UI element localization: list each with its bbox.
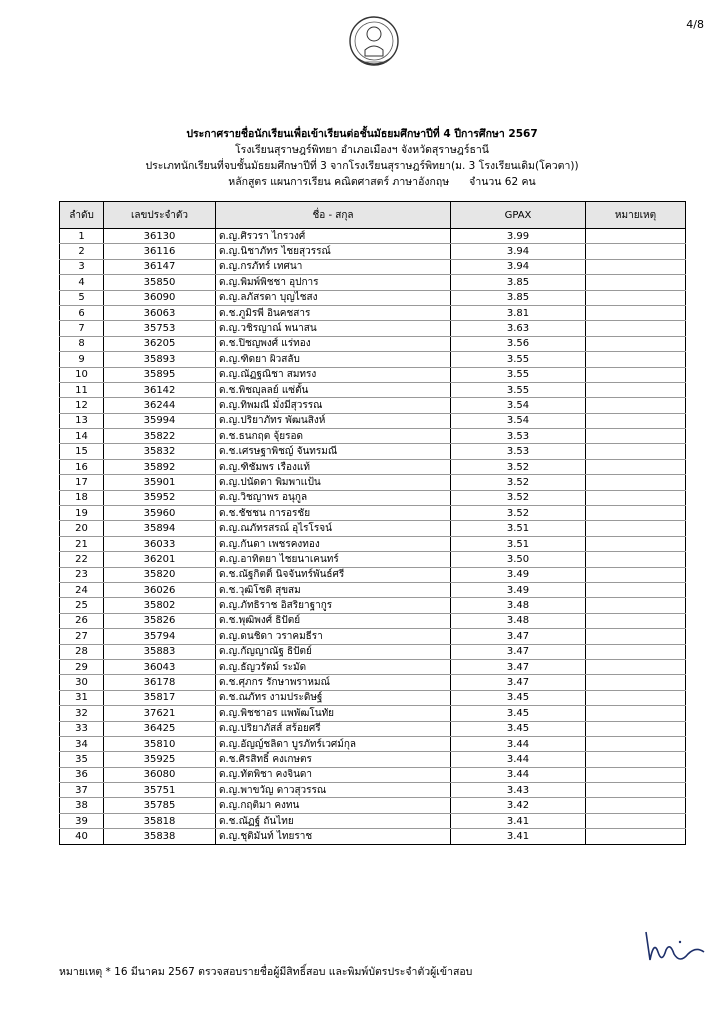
table-row (60, 259, 686, 274)
cell-gpax: 3.42 (451, 798, 586, 813)
cell-remark (586, 321, 686, 336)
school-emblem-logo (343, 14, 405, 72)
cell-remark (586, 567, 686, 582)
table-row (60, 798, 686, 813)
cell-order: 18 (60, 490, 104, 505)
cell-remark (586, 721, 686, 736)
table-row (60, 552, 686, 567)
table-row (60, 721, 686, 736)
cell-order: 28 (60, 644, 104, 659)
cell-remark (586, 829, 686, 844)
header-order: ลำดับ (60, 202, 104, 229)
cell-student-id: 35818 (104, 813, 216, 828)
table-row (60, 336, 686, 351)
cell-gpax: 3.48 (451, 613, 586, 628)
table-row (60, 459, 686, 474)
header-name: ชื่อ - สกุล (216, 202, 451, 229)
cell-order: 27 (60, 629, 104, 644)
cell-gpax: 3.51 (451, 536, 586, 551)
cell-gpax: 3.47 (451, 644, 586, 659)
cell-name: ด.ญ.ฑิชัมพร เรืองแท้ (216, 459, 451, 474)
table-row (60, 367, 686, 382)
cell-name: ด.ญ.ทิพมณี มั่งมีสุวรรณ (216, 398, 451, 413)
cell-order: 23 (60, 567, 104, 582)
cell-gpax: 3.94 (451, 259, 586, 274)
cell-student-id: 36244 (104, 398, 216, 413)
cell-order: 12 (60, 398, 104, 413)
table-row (60, 536, 686, 551)
header-remark: หมายเหตุ (586, 202, 686, 229)
cell-gpax: 3.85 (451, 275, 586, 290)
cell-name: ด.ช.ชัชชน การอรชัย (216, 506, 451, 521)
cell-gpax: 3.51 (451, 521, 586, 536)
cell-remark (586, 536, 686, 551)
cell-name: ด.ช.วุฒิโชติ สุขสม (216, 582, 451, 597)
cell-student-id: 35895 (104, 367, 216, 382)
cell-student-id: 36026 (104, 582, 216, 597)
table-row (60, 444, 686, 459)
cell-order: 10 (60, 367, 104, 382)
page-number: 4/8 (686, 18, 704, 31)
cell-name: ด.ญ.ณภัทรสรณ์ อุไรโรจน์ (216, 521, 451, 536)
cell-order: 5 (60, 290, 104, 305)
cell-gpax: 3.48 (451, 598, 586, 613)
cell-gpax: 3.94 (451, 244, 586, 259)
table-row (60, 582, 686, 597)
cell-name: ด.ช.ปิชญพงศ์ แร่ทอง (216, 336, 451, 351)
cell-remark (586, 229, 686, 244)
cell-gpax: 3.50 (451, 552, 586, 567)
cell-name: ด.ญ.กันดา เพชรคงทอง (216, 536, 451, 551)
cell-name: ด.ญ.ปริยาภัสส์ สร้อยศรี (216, 721, 451, 736)
cell-student-id: 35994 (104, 413, 216, 428)
cell-order: 24 (60, 582, 104, 597)
document-heading (0, 126, 724, 190)
cell-order: 8 (60, 336, 104, 351)
cell-order: 39 (60, 813, 104, 828)
student-roster-table (59, 201, 686, 845)
cell-student-id: 36033 (104, 536, 216, 551)
cell-student-id: 35753 (104, 321, 216, 336)
cell-name: ด.ญ.ฑิดยา ผิวสลับ (216, 352, 451, 367)
cell-remark (586, 506, 686, 521)
cell-gpax: 3.55 (451, 367, 586, 382)
cell-student-id: 36116 (104, 244, 216, 259)
cell-name: ด.ญ.วชิรญาณ์ พนาสน (216, 321, 451, 336)
cell-student-id: 36130 (104, 229, 216, 244)
cell-gpax: 3.99 (451, 229, 586, 244)
cell-gpax: 3.47 (451, 675, 586, 690)
cell-gpax: 3.53 (451, 444, 586, 459)
cell-name: ด.ญ.วิชญาพร อนุกูล (216, 490, 451, 505)
cell-name: ด.ช.ธนกฤต จุ้ยรอด (216, 429, 451, 444)
cell-name: ด.ญ.นิชาภัทร ไชยสุวรรณ์ (216, 244, 451, 259)
table-row (60, 475, 686, 490)
cell-gpax: 3.45 (451, 721, 586, 736)
cell-remark (586, 521, 686, 536)
cell-remark (586, 367, 686, 382)
cell-remark (586, 336, 686, 351)
cell-student-id: 35802 (104, 598, 216, 613)
cell-name: ด.ช.ณภัทร งามประดิษฐ์ (216, 690, 451, 705)
cell-student-id: 36063 (104, 305, 216, 320)
cell-name: ด.ญ.ณัฏฐณิชา สมทรง (216, 367, 451, 382)
cell-gpax: 3.54 (451, 413, 586, 428)
cell-gpax: 3.52 (451, 490, 586, 505)
cell-remark (586, 767, 686, 782)
heading-title: ประกาศรายชื่อนักเรียนเพื่อเข้าเรียนต่อชั้นมัธยมศึกษาปีที่ 4 ปีการศึกษา 2567 (186, 128, 538, 140)
cell-gpax: 3.63 (451, 321, 586, 336)
cell-student-id: 35893 (104, 352, 216, 367)
cell-name: ด.ญ.พิชชาอร แพพัฒโนทัย (216, 706, 451, 721)
cell-order: 38 (60, 798, 104, 813)
cell-remark (586, 582, 686, 597)
heading-school: โรงเรียนสุราษฎร์พิทยา อำเภอเมืองฯ จังหวัดสุราษฎร์ธานี (235, 144, 489, 156)
cell-remark (586, 290, 686, 305)
cell-student-id: 35794 (104, 629, 216, 644)
cell-name: ด.ญ.ภัทธิราช อิสริยาฐากูร (216, 598, 451, 613)
cell-remark (586, 552, 686, 567)
table-row (60, 521, 686, 536)
header-student-id: เลขประจำตัว (104, 202, 216, 229)
cell-order: 1 (60, 229, 104, 244)
cell-student-id: 35850 (104, 275, 216, 290)
cell-gpax: 3.55 (451, 382, 586, 397)
cell-gpax: 3.47 (451, 629, 586, 644)
cell-remark (586, 429, 686, 444)
cell-gpax: 3.41 (451, 829, 586, 844)
heading-program-line (40, 174, 724, 190)
cell-remark (586, 244, 686, 259)
table-row (60, 829, 686, 844)
cell-student-id: 35822 (104, 429, 216, 444)
cell-order: 3 (60, 259, 104, 274)
table-row (60, 506, 686, 521)
cell-student-id: 35892 (104, 459, 216, 474)
cell-order: 40 (60, 829, 104, 844)
table-body (60, 229, 686, 845)
cell-order: 19 (60, 506, 104, 521)
cell-name: ด.ญ.ชุติมันท์ ไทยราช (216, 829, 451, 844)
cell-remark (586, 475, 686, 490)
table-header-row (60, 202, 686, 229)
cell-remark (586, 490, 686, 505)
cell-remark (586, 598, 686, 613)
heading-count: จำนวน 62 คน (469, 176, 536, 188)
cell-order: 14 (60, 429, 104, 444)
table-row (60, 490, 686, 505)
cell-gpax: 3.54 (451, 398, 586, 413)
cell-gpax: 3.52 (451, 506, 586, 521)
cell-remark (586, 259, 686, 274)
cell-student-id: 36080 (104, 767, 216, 782)
table-row (60, 429, 686, 444)
cell-name: ด.ญ.กรภัทร์ เทศนา (216, 259, 451, 274)
cell-student-id: 37621 (104, 706, 216, 721)
cell-student-id: 36043 (104, 659, 216, 674)
cell-gpax: 3.85 (451, 290, 586, 305)
table-row (60, 813, 686, 828)
table-row (60, 629, 686, 644)
cell-gpax: 3.47 (451, 659, 586, 674)
cell-name: ด.ญ.กัญญาณัฐ ธิปัตย์ (216, 644, 451, 659)
cell-student-id: 36147 (104, 259, 216, 274)
cell-order: 36 (60, 767, 104, 782)
table-row (60, 413, 686, 428)
cell-name: ด.ญ.พาขวัญ ดาวสุวรรณ (216, 783, 451, 798)
cell-order: 31 (60, 690, 104, 705)
cell-order: 26 (60, 613, 104, 628)
cell-remark (586, 352, 686, 367)
cell-student-id: 35832 (104, 444, 216, 459)
table-row (60, 752, 686, 767)
cell-student-id: 35751 (104, 783, 216, 798)
cell-gpax: 3.44 (451, 736, 586, 751)
cell-remark (586, 444, 686, 459)
cell-name: ด.ญ.ดนชิดา วราคมธีรา (216, 629, 451, 644)
cell-student-id: 36178 (104, 675, 216, 690)
table-row (60, 290, 686, 305)
footer-note: หมายเหตุ * 16 มีนาคม 2567 ตรวจสอบรายชื่อผู้มีสิทธิ์สอบ และพิมพ์บัตรประจำตัวผู้เข้าสอบ (59, 966, 473, 978)
cell-gpax: 3.43 (451, 783, 586, 798)
cell-order: 9 (60, 352, 104, 367)
cell-remark (586, 690, 686, 705)
cell-order: 20 (60, 521, 104, 536)
signature-scribble (640, 920, 710, 968)
cell-gpax: 3.44 (451, 767, 586, 782)
cell-name: ด.ช.ภูมิรพี อินคชสาร (216, 305, 451, 320)
cell-student-id: 36090 (104, 290, 216, 305)
cell-remark (586, 413, 686, 428)
cell-remark (586, 275, 686, 290)
cell-order: 7 (60, 321, 104, 336)
cell-remark (586, 783, 686, 798)
cell-student-id: 35785 (104, 798, 216, 813)
cell-gpax: 3.52 (451, 459, 586, 474)
cell-name: ด.ช.พุฒิพงศ์ ธิปัตย์ (216, 613, 451, 628)
table-row (60, 321, 686, 336)
cell-student-id: 35883 (104, 644, 216, 659)
cell-order: 2 (60, 244, 104, 259)
heading-category: ประเภทนักเรียนที่จบชั้นมัธยมศึกษาปีที่ 3 จากโรงเรียนสุราษฎร์พิทยา(ม. 3 โรงเรียนเดิม(โควตา)) (145, 160, 579, 172)
cell-gpax: 3.53 (451, 429, 586, 444)
cell-order: 4 (60, 275, 104, 290)
table-row (60, 352, 686, 367)
cell-order: 32 (60, 706, 104, 721)
cell-order: 16 (60, 459, 104, 474)
cell-student-id: 36142 (104, 382, 216, 397)
cell-remark (586, 813, 686, 828)
cell-gpax: 3.81 (451, 305, 586, 320)
cell-name: ด.ญ.ทัตพิชา คงจินดา (216, 767, 451, 782)
cell-student-id: 35817 (104, 690, 216, 705)
cell-name: ด.ญ.อัญญ์ชลิดา บูรภัทร์เวศม์กุล (216, 736, 451, 751)
heading-program: หลักสูตร แผนการเรียน คณิตศาสตร์ ภาษาอังกฤษ (228, 176, 450, 188)
cell-remark (586, 644, 686, 659)
table-row (60, 229, 686, 244)
cell-order: 35 (60, 752, 104, 767)
table-row (60, 690, 686, 705)
table-row (60, 598, 686, 613)
cell-remark (586, 613, 686, 628)
cell-gpax: 3.45 (451, 690, 586, 705)
table-row (60, 244, 686, 259)
table-row (60, 398, 686, 413)
cell-remark (586, 706, 686, 721)
cell-remark (586, 629, 686, 644)
table-row (60, 767, 686, 782)
cell-name: ด.ญ.ลภัสรดา บุญไชสง (216, 290, 451, 305)
cell-order: 13 (60, 413, 104, 428)
cell-remark (586, 459, 686, 474)
cell-student-id: 35838 (104, 829, 216, 844)
cell-remark (586, 382, 686, 397)
cell-name: ด.ญ.ธัญวรัตม์ ระมัด (216, 659, 451, 674)
cell-name: ด.ช.พิชญุลลย์ แซ่ตั้น (216, 382, 451, 397)
cell-student-id: 35810 (104, 736, 216, 751)
cell-order: 25 (60, 598, 104, 613)
cell-student-id: 35901 (104, 475, 216, 490)
cell-gpax: 3.52 (451, 475, 586, 490)
cell-name: ด.ญ.ปนัดดา พิมพาเเป้น (216, 475, 451, 490)
cell-remark (586, 675, 686, 690)
cell-gpax: 3.55 (451, 352, 586, 367)
table-row (60, 706, 686, 721)
cell-gpax: 3.49 (451, 582, 586, 597)
cell-order: 34 (60, 736, 104, 751)
cell-remark (586, 752, 686, 767)
cell-remark (586, 305, 686, 320)
cell-name: ด.ช.ณัฐกิตติ์ นิจจันทร์พันธ์ศรี (216, 567, 451, 582)
cell-order: 11 (60, 382, 104, 397)
cell-gpax: 3.49 (451, 567, 586, 582)
cell-order: 6 (60, 305, 104, 320)
cell-remark (586, 736, 686, 751)
table-row (60, 382, 686, 397)
cell-student-id: 36201 (104, 552, 216, 567)
table-row (60, 275, 686, 290)
cell-order: 29 (60, 659, 104, 674)
cell-remark (586, 798, 686, 813)
cell-student-id: 36425 (104, 721, 216, 736)
cell-remark (586, 659, 686, 674)
cell-order: 33 (60, 721, 104, 736)
cell-student-id: 35925 (104, 752, 216, 767)
cell-student-id: 35960 (104, 506, 216, 521)
cell-name: ด.ญ.กฤติมา คงทน (216, 798, 451, 813)
table-row (60, 675, 686, 690)
cell-name: ด.ช.ศุภกร รักษาพราหมณ์ (216, 675, 451, 690)
cell-student-id: 36205 (104, 336, 216, 351)
cell-name: ด.ญ.ศิรวรา ไกรวงศ์ (216, 229, 451, 244)
cell-gpax: 3.45 (451, 706, 586, 721)
cell-order: 15 (60, 444, 104, 459)
cell-order: 30 (60, 675, 104, 690)
table-row (60, 659, 686, 674)
cell-gpax: 3.41 (451, 813, 586, 828)
cell-gpax: 3.44 (451, 752, 586, 767)
cell-order: 22 (60, 552, 104, 567)
cell-order: 21 (60, 536, 104, 551)
cell-name: ด.ญ.อาทิตยา ไชยนาเคนทร์ (216, 552, 451, 567)
table-row (60, 567, 686, 582)
table-row (60, 736, 686, 751)
table-row (60, 644, 686, 659)
cell-name: ด.ญ.พิมพ์พิชชา อุปการ (216, 275, 451, 290)
cell-remark (586, 398, 686, 413)
cell-student-id: 35894 (104, 521, 216, 536)
cell-name: ด.ช.เศรษฐาพิชญ์ จันทรมณี (216, 444, 451, 459)
cell-gpax: 3.56 (451, 336, 586, 351)
cell-order: 17 (60, 475, 104, 490)
cell-name: ด.ช.ศิรสิทธิ์ คงเกษตร (216, 752, 451, 767)
cell-order: 37 (60, 783, 104, 798)
cell-student-id: 35952 (104, 490, 216, 505)
header-gpax: GPAX (451, 202, 586, 229)
cell-name: ด.ช.ณัฏฐ์ ถันไทย (216, 813, 451, 828)
cell-name: ด.ญ.ปริยาภัทร พัฒนสิงห์ (216, 413, 451, 428)
table-row (60, 613, 686, 628)
table-row (60, 783, 686, 798)
table-row (60, 305, 686, 320)
cell-student-id: 35820 (104, 567, 216, 582)
cell-student-id: 35826 (104, 613, 216, 628)
